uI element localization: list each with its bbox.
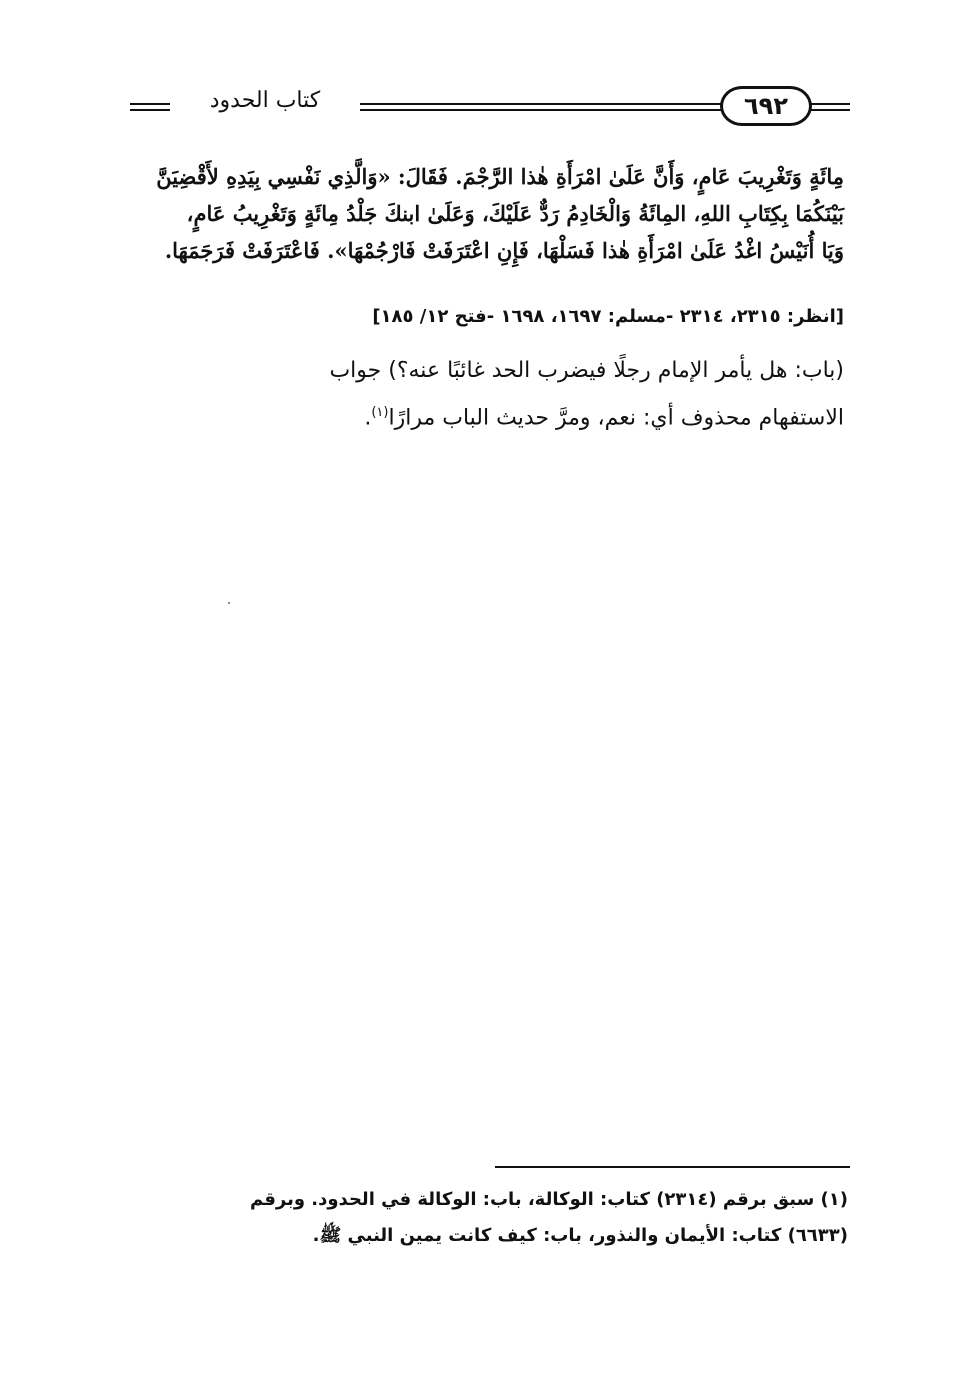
hadith-line: مِائَةٍ وَتَغْرِيبَ عَامٍ، وَأَنَّ عَلَىٰ امْرَأَةِ هٰذا الرَّجْمَ. فَقَالَ: «وَالَّذِي نَفْسِي بِيَدِهِ لأَقْضِيَنَّ: [156, 164, 844, 189]
header-rule-left-top: [130, 103, 170, 105]
footnotes: [132, 1182, 848, 1254]
footnote-separator: [495, 1166, 850, 1168]
commentary-line-end: .: [364, 405, 372, 431]
footnote-line: (٦٦٣٣) كتاب: الأيمان والنذور، باب: كيف كانت يمين النبي ﷺ.: [312, 1225, 848, 1246]
commentary-line: (باب: هل يأمر الإمام رجلًا فيضرب الحد غائبًا عنه؟) جواب: [329, 358, 844, 383]
header-rule-left-bottom: [130, 109, 170, 111]
print-speck: [228, 602, 230, 604]
hadith-line: بَيْنَكُمَا بِكِتَابِ اللهِ، المِائَةُ وَالْخَادِمُ رَدٌّ عَلَيْكَ، وَعَلَىٰ ابنكَ جَلْدُ مِائَةٍ وَتَغْرِيبُ عَامٍ،: [186, 201, 844, 226]
commentary-line: [132, 392, 844, 439]
page-number: ٦٩٢: [720, 86, 812, 126]
footnote-marker: (١): [371, 405, 389, 420]
hadith-reference: [انظر: ٢٣١٥، ٢٣١٤ -مسلم: ١٦٩٧، ١٦٩٨ -فتح ١٢/ ١٨٥]: [372, 306, 844, 327]
hadith-text: [132, 158, 844, 269]
running-title: كتاب الحدود: [180, 88, 350, 113]
hadith-line: وَيَا أُنَيْسُ اغْدُ عَلَىٰ امْرَأَةِ هٰذا فَسَلْهَا، فَإِنِ اعْتَرَفَتْ فَارْجُمْهَا». فَاعْتَرَفَتْ فَرَجَمَهَا.: [164, 238, 844, 263]
footnote-line: (١) سبق برقم (٢٣١٤) كتاب: الوكالة، باب: الوكالة في الحدود. وبرقم: [249, 1189, 848, 1210]
commentary-line-text: الاستفهام محذوف أي: نعم، ومرَّ حديث الباب مرارًا: [388, 405, 844, 431]
page-header: [130, 84, 850, 130]
commentary-text: [132, 350, 844, 439]
